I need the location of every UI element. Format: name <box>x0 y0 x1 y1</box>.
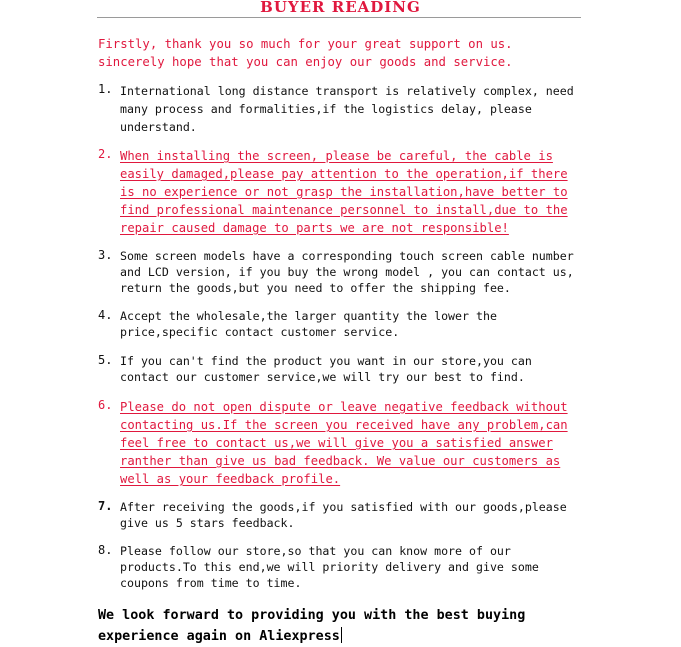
closing-text: We look forward to providing you with the best buying experience again on Aliexpress <box>98 608 526 644</box>
list-item-number: 7. <box>98 499 113 513</box>
list-item-number: 1. <box>98 82 113 96</box>
intro-paragraph: Firstly, thank you so much for your great support on us. sincerely hope that you can enjoy our goods and service. <box>98 37 513 69</box>
list-item-number: 4. <box>98 308 113 322</box>
list-item-text: International long distance transport is relatively complex, need many process and formalities,if the logistics delay, please understand. <box>120 84 574 134</box>
list-item-number: 3. <box>98 248 113 262</box>
text-cursor <box>341 627 342 643</box>
list-item-number: 8. <box>98 543 113 557</box>
list-item-text: Please do not open dispute or leave negative feedback without contacting us.If the screen you received have any problem,can feel free to contact us,we will give you a satisfied answer ranther than give us bad feedback. We value our customers as well as your feedback profile. <box>120 400 568 486</box>
list-item-text: If you can't find the product you want in our store,you can contact our customer service,we will try our best to find. <box>120 354 532 384</box>
closing-message <box>98 605 578 647</box>
list-item-number: 6. <box>98 398 113 412</box>
list-item-text: Some screen models have a corresponding touch screen cable number and LCD version, if you buy the wrong model , you can contact us, return the goods,but you need to offer the shipping fee. <box>120 249 574 295</box>
list-item-text: After receiving the goods,if you satisfied with our goods,please give us 5 stars feedback. <box>120 500 567 530</box>
list-item-number: 5. <box>98 353 113 367</box>
title-rule <box>97 17 581 18</box>
page-title: BUYER READING <box>260 0 421 16</box>
list-item-number: 2. <box>98 147 113 161</box>
list-item-text: When installing the screen, please be careful, the cable is easily damaged,please pay attention to the operation,if there is no experience or not grasp the installation,have better to find professional maintenance personnel to install,due to the repair caused damage to parts we are not responsible! <box>120 149 568 235</box>
list-item-text: Please follow our store,so that you can know more of our products.To this end,we will priority delivery and give some coupons from time to time. <box>120 544 539 590</box>
list-item-text: Accept the wholesale,the larger quantity the lower the price,specific contact customer service. <box>120 309 497 339</box>
